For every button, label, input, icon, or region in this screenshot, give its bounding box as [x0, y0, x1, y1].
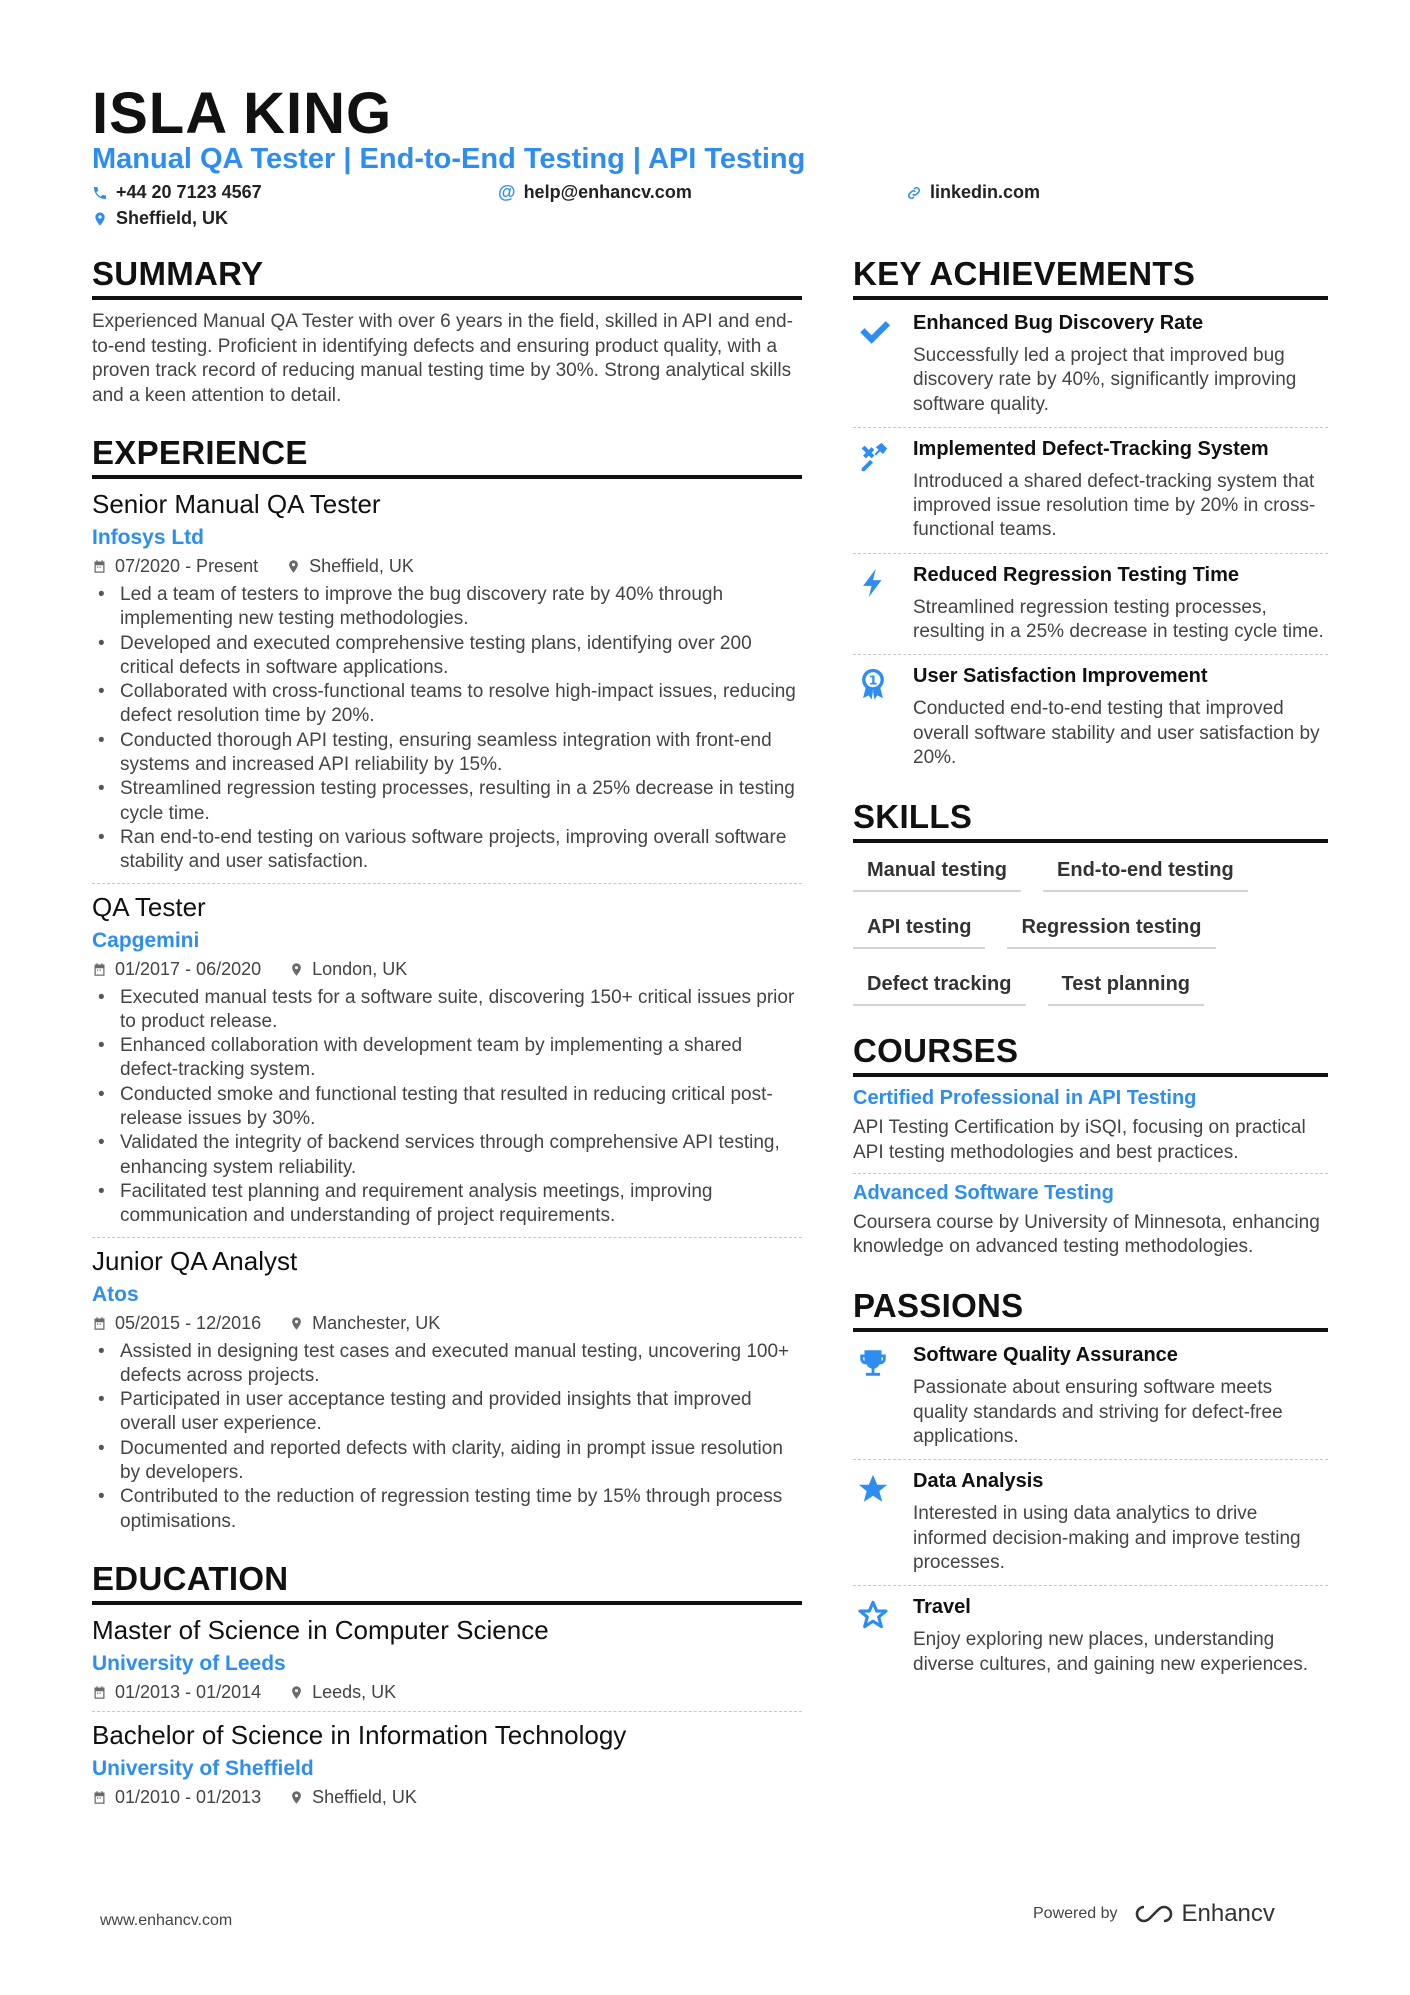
location	[286, 556, 414, 577]
course-description: Coursera course by University of Minnesota, enhancing knowledge on advanced testing methodologies.	[853, 1211, 1320, 1258]
passions-item	[853, 1334, 1328, 1460]
courses-section	[853, 1032, 1328, 1267]
meta-row	[92, 1313, 802, 1334]
bullet-item: • Conducted thorough API testing, ensuring seamless integration with front-end systems and increased API reliability by 15%.	[92, 729, 802, 778]
at-icon: @	[498, 182, 516, 202]
linkedin-text[interactable]: linkedin.com	[930, 182, 1041, 202]
skill-tag: End-to-end testing	[1043, 853, 1248, 892]
job-role: Junior QA Analyst	[92, 1245, 298, 1276]
achievements-list	[853, 302, 1328, 780]
enhancv-logo-icon	[1132, 1902, 1176, 1926]
passions-list	[853, 1334, 1328, 1686]
bullet-item: • Documented and reported defects with clarity, aiding in prompt issue resolution by developers.	[92, 1437, 802, 1486]
course-description: API Testing Certification by iSQI, focusing on practical API testing methodologies and best practices.	[853, 1117, 1306, 1163]
item-icon-wrap	[853, 665, 893, 770]
bullet-item: • Validated the integrity of backend services through comprehensive API testing, enhancing system reliability.	[92, 1131, 802, 1180]
item-description: Conducted end-to-end testing that improved overall software stability and user satisfaction by 20%.	[913, 698, 1320, 768]
item-body	[913, 564, 1328, 645]
brand-text: Enhancv	[1181, 1900, 1275, 1927]
calendar-icon	[92, 1316, 107, 1331]
skill-tag: Manual testing	[853, 853, 1021, 892]
course-title[interactable]: Advanced Software Testing	[853, 1181, 1114, 1204]
bullet-item: • Ran end-to-end testing on various software projects, improving overall software stability and user satisfaction.	[92, 826, 802, 875]
enhancv-logo[interactable]	[1132, 1900, 1275, 1928]
location	[289, 959, 407, 980]
location-pin-icon	[289, 1685, 304, 1700]
job-role: Senior Manual QA Tester	[92, 489, 381, 519]
meta-row	[92, 1682, 802, 1703]
footer-brand	[1033, 1900, 1275, 1928]
job-bullets	[92, 1340, 802, 1534]
item-title: Travel	[913, 1596, 971, 1619]
bullet-item: • Led a team of testers to improve the bug discovery rate by 40% through implementing new testing methodologies.	[92, 583, 802, 632]
item-icon-wrap	[853, 1470, 893, 1575]
location-text: Leeds, UK	[312, 1681, 397, 1702]
experience-heading: EXPERIENCE	[92, 434, 802, 479]
course-title[interactable]: Certified Professional in API Testing	[853, 1087, 1197, 1110]
summary-section	[92, 255, 802, 408]
company-name[interactable]: Capgemini	[92, 928, 200, 952]
bullet-item: • Assisted in designing test cases and executed manual testing, uncovering 100+ defects across projects.	[92, 1340, 802, 1389]
location	[289, 1682, 396, 1703]
skill-tag: API testing	[853, 910, 985, 949]
contact-location	[92, 208, 228, 229]
skill-tag: Regression testing	[1007, 910, 1215, 949]
trophy-icon	[856, 1346, 890, 1380]
item-body	[913, 1596, 1328, 1677]
tools-icon	[856, 440, 890, 474]
date-text: 01/2013 - 01/2014	[115, 1681, 262, 1702]
bullet-item: • Executed manual tests for a software suite, discovering 150+ critical issues prior to product release.	[92, 986, 802, 1035]
location-pin-icon	[289, 962, 304, 977]
skills-section	[853, 798, 1328, 1006]
item-icon-wrap	[853, 312, 893, 417]
email-text[interactable]: help@enhancv.com	[523, 182, 692, 202]
passions-item	[853, 1586, 1328, 1687]
courses-list	[853, 1087, 1328, 1267]
bullet-item: • Facilitated test planning and requirement analysis meetings, improving communication and understanding of project requirements.	[92, 1180, 802, 1229]
company-name[interactable]: Atos	[92, 1282, 139, 1306]
location-text: Sheffield, UK	[309, 556, 414, 576]
meta-row	[92, 959, 802, 980]
education-heading: EDUCATION	[92, 1560, 802, 1605]
location-pin-icon	[286, 559, 301, 574]
education-item	[92, 1615, 802, 1712]
phone-icon	[92, 185, 108, 201]
item-title: Data Analysis	[913, 1470, 1044, 1493]
candidate-title: Manual QA Tester | End-to-End Testing | API Testing	[92, 143, 806, 175]
location-pin-icon	[289, 1790, 304, 1805]
skills-list	[853, 853, 1328, 1006]
date-text: 01/2017 - 06/2020	[115, 958, 262, 979]
summary-heading: SUMMARY	[92, 255, 802, 300]
item-description: Introduced a shared defect-tracking system that improved issue resolution time by 20% in cross-functional teams.	[913, 470, 1316, 541]
contact-email[interactable]	[498, 182, 692, 203]
item-icon-wrap	[853, 438, 893, 543]
location-text: London, UK	[312, 958, 408, 979]
right-column	[853, 255, 1328, 1687]
location-pin-icon	[289, 1316, 304, 1331]
item-icon-wrap	[853, 564, 893, 645]
date-range	[92, 1682, 261, 1703]
skill-tag: Defect tracking	[853, 967, 1026, 1006]
school-name[interactable]: University of Sheffield	[92, 1756, 314, 1780]
experience-item	[92, 892, 802, 1238]
achievements-item	[853, 655, 1328, 780]
job-bullets	[92, 986, 802, 1229]
summary-text: Experienced Manual QA Tester with over 6 years in the field, skilled in API and end-to-end testing. Proficient in identifying defects and ensuring product quality, with a proven track record of reducing manual testing time by 30%. Strong analytical skills and a keen attention to detail.	[92, 311, 793, 406]
job-bullets	[92, 583, 802, 875]
bullet-item: • Collaborated with cross-functional teams to resolve high-impact issues, reducing defect resolution time by 20%.	[92, 680, 802, 729]
course-item	[853, 1087, 1328, 1174]
item-title: Enhanced Bug Discovery Rate	[913, 312, 1204, 334]
company-name[interactable]: Infosys Ltd	[92, 526, 205, 549]
course-item	[853, 1182, 1328, 1268]
skills-heading: SKILLS	[853, 798, 1328, 843]
bullet-item: • Streamlined regression testing processes, resulting in a 25% decrease in testing cycle time.	[92, 777, 802, 826]
location-text: Manchester, UK	[312, 1312, 441, 1333]
footer-website[interactable]: www.enhancv.com	[100, 1912, 233, 1929]
item-icon-wrap	[853, 1344, 893, 1449]
skill-tag: Test planning	[1048, 967, 1205, 1006]
contact-linkedin[interactable]	[906, 182, 1040, 203]
svg-text:1: 1	[868, 674, 878, 690]
location	[289, 1313, 440, 1334]
item-description: Interested in using data analytics to drive informed decision-making and improve testing processes.	[913, 1503, 1301, 1573]
item-body	[913, 1470, 1328, 1575]
courses-heading: COURSES	[853, 1032, 1328, 1077]
link-icon	[906, 185, 922, 201]
meta-row	[92, 1787, 802, 1808]
location-text: Sheffield, UK	[116, 208, 229, 228]
date-text: 05/2015 - 12/2016	[115, 1312, 262, 1333]
checkmark-icon	[856, 314, 890, 348]
item-description: Streamlined regression testing processes, resulting in a 25% decrease in testing cycle time.	[913, 596, 1324, 643]
education-section	[92, 1560, 802, 1816]
left-column	[92, 255, 802, 1824]
item-body	[913, 665, 1328, 770]
item-title: Software Quality Assurance	[913, 1344, 1178, 1367]
bullet-item: • Developed and executed comprehensive testing plans, identifying over 200 critical defects in software applications.	[92, 632, 802, 681]
experience-item	[92, 1246, 802, 1542]
degree: Bachelor of Science in Information Technology	[92, 1719, 627, 1750]
location	[289, 1787, 417, 1808]
star-outline-icon	[856, 1598, 890, 1632]
education-list	[92, 1615, 802, 1816]
calendar-icon	[92, 1790, 107, 1805]
lightning-icon	[856, 566, 890, 600]
phone-text: +44 20 7123 4567	[116, 182, 262, 202]
item-title: Implemented Defect-Tracking System	[913, 437, 1269, 460]
achievements-item	[853, 554, 1328, 656]
calendar-icon	[92, 962, 107, 977]
item-body	[913, 438, 1328, 543]
bullet-item: • Enhanced collaboration with development team by implementing a shared defect-tracking system.	[92, 1034, 802, 1083]
bullet-item: • Contributed to the reduction of regression testing time by 15% through process optimisations.	[92, 1485, 802, 1534]
calendar-icon	[92, 559, 107, 574]
item-description: Enjoy exploring new places, understanding diverse cultures, and gaining new experiences.	[913, 1629, 1309, 1675]
item-title: Reduced Regression Testing Time	[913, 563, 1240, 586]
experience-item	[92, 489, 802, 884]
date-text: 07/2020 - Present	[115, 556, 259, 576]
location-text: Sheffield, UK	[312, 1786, 417, 1807]
achievements-section	[853, 255, 1328, 780]
bullet-item: • Participated in user acceptance testing and provided insights that improved overall user experience.	[92, 1388, 802, 1437]
date-text: 01/2010 - 01/2013	[115, 1786, 262, 1807]
item-description: Successfully led a project that improved bug discovery rate by 40%, significantly improving software quality.	[913, 345, 1297, 415]
achievements-item	[853, 428, 1328, 554]
calendar-icon	[92, 1685, 107, 1700]
degree: Master of Science in Computer Science	[92, 1614, 549, 1645]
experience-list	[92, 489, 802, 1542]
item-body	[913, 1344, 1328, 1449]
date-range	[92, 1787, 261, 1808]
item-icon-wrap	[853, 1596, 893, 1677]
candidate-name: ISLA KING	[92, 81, 393, 146]
school-name[interactable]: University of Leeds	[92, 1651, 286, 1675]
star-icon	[856, 1472, 890, 1506]
item-title: User Satisfaction Improvement	[913, 665, 1208, 688]
contact-phone	[92, 182, 262, 203]
job-role: QA Tester	[92, 891, 206, 922]
passions-heading: PASSIONS	[853, 1287, 1328, 1332]
date-range	[92, 959, 261, 980]
award-badge-icon	[856, 667, 890, 701]
education-item	[92, 1720, 802, 1816]
item-body	[913, 312, 1328, 417]
passions-item	[853, 1460, 1328, 1586]
date-range	[92, 556, 258, 577]
powered-by-text: Powered by	[1033, 1905, 1118, 1922]
date-range	[92, 1313, 261, 1334]
bullet-item: • Conducted smoke and functional testing that resulted in reducing critical post-release issues by 30%.	[92, 1083, 802, 1132]
location-pin-icon	[92, 211, 108, 227]
achievements-heading: KEY ACHIEVEMENTS	[853, 255, 1328, 300]
meta-row	[92, 556, 802, 577]
passions-section	[853, 1287, 1328, 1686]
item-description: Passionate about ensuring software meets quality standards and striving for defect-free applications.	[913, 1377, 1283, 1448]
achievements-item	[853, 302, 1328, 428]
experience-section	[92, 434, 802, 1542]
